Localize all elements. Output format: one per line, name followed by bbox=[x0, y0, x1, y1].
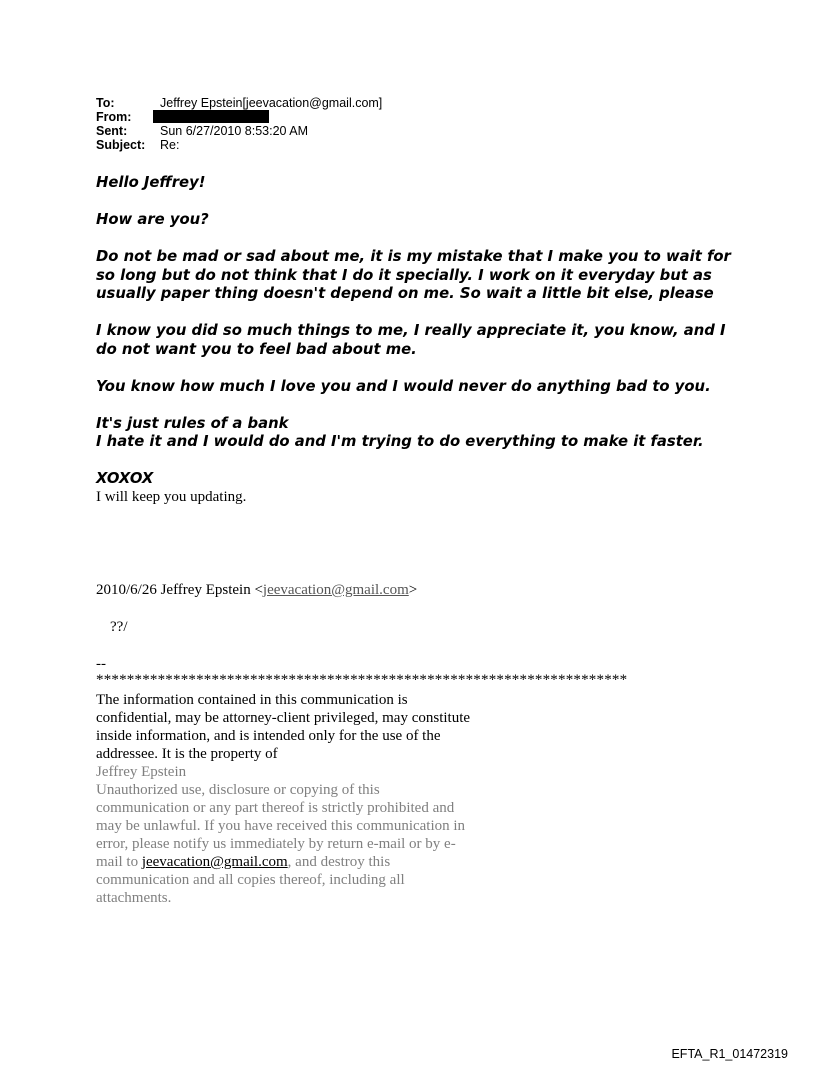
quote-header bbox=[96, 581, 417, 599]
subject-value: Re: bbox=[160, 138, 180, 152]
greeting: Hello Jeffrey! bbox=[96, 174, 206, 191]
body-line-2: How are you? bbox=[96, 211, 209, 228]
redaction-box bbox=[153, 110, 269, 123]
disclaimer-gray-2: , and destroy this communication and all copies thereof, including all attachments. bbox=[96, 854, 405, 906]
to-row bbox=[96, 96, 382, 110]
document-id: EFTA_R1_01472319 bbox=[671, 1047, 788, 1061]
email-header bbox=[96, 96, 382, 152]
disclaimer bbox=[96, 691, 476, 907]
sent-row bbox=[96, 124, 382, 138]
body-paragraph-1: Do not be mad or sad about me, it is my mistake that I make you to wait for so long but do not think that I do it specially. I work on it everyday but as usually paper thing doesn't depend on me. So wait a little bit else, please bbox=[96, 248, 731, 302]
quote-date-name: 2010/6/26 Jeffrey Epstein < bbox=[96, 582, 263, 598]
message-body bbox=[96, 174, 736, 489]
signature-stars: ********************************************************************* bbox=[96, 672, 628, 688]
quote-close: > bbox=[408, 582, 418, 598]
sent-value: Sun 6/27/2010 8:53:20 AM bbox=[160, 124, 309, 138]
signoff: XOXOX bbox=[96, 470, 154, 487]
disclaimer-email-link[interactable]: jeevacation@gmail.com bbox=[141, 854, 288, 870]
from-row bbox=[96, 110, 382, 124]
subject-row bbox=[96, 138, 382, 152]
to-value: Jeffrey Epstein[jeevacation@gmail.com] bbox=[160, 96, 383, 110]
subject-label: Subject: bbox=[96, 138, 146, 152]
body-paragraph-3: You know how much I love you and I would never do anything bad to you. bbox=[96, 377, 711, 395]
sent-label: Sent: bbox=[96, 124, 128, 138]
update-line: I will keep you updating. bbox=[96, 489, 247, 505]
body-paragraph-4 bbox=[96, 415, 736, 452]
disclaimer-black: The information contained in this communication is confidential, may be attorney-client privileged, may constitute inside information, and is intended only for the use of the addressee. It is the property of bbox=[96, 692, 471, 762]
body-paragraph-4-line-2: I hate it and I would do and I'm trying to do everything to make it faster. bbox=[96, 433, 704, 450]
disclaimer-owner: Jeffrey Epstein bbox=[96, 764, 187, 780]
to-label: To: bbox=[96, 96, 115, 110]
disclaimer-gray-1: Unauthorized use, disclosure or copying of this communication or any part thereof is strictly prohibited and may be unlawful. If you have received this communication in error, please notify us immediately by return e-mail or by e-mail to bbox=[96, 782, 466, 870]
body-paragraph-2: I know you did so much things to me, I really appreciate it, you know, and I do not want you to feel bad about me. bbox=[96, 322, 726, 358]
quoted-text: ??/ bbox=[110, 619, 128, 635]
signature-dashes: -- bbox=[96, 656, 106, 672]
from-label: From: bbox=[96, 110, 132, 124]
body-paragraph-4-line-1: It's just rules of a bank bbox=[96, 414, 289, 432]
quote-email-link[interactable]: jeevacation@gmail.com bbox=[262, 582, 409, 598]
